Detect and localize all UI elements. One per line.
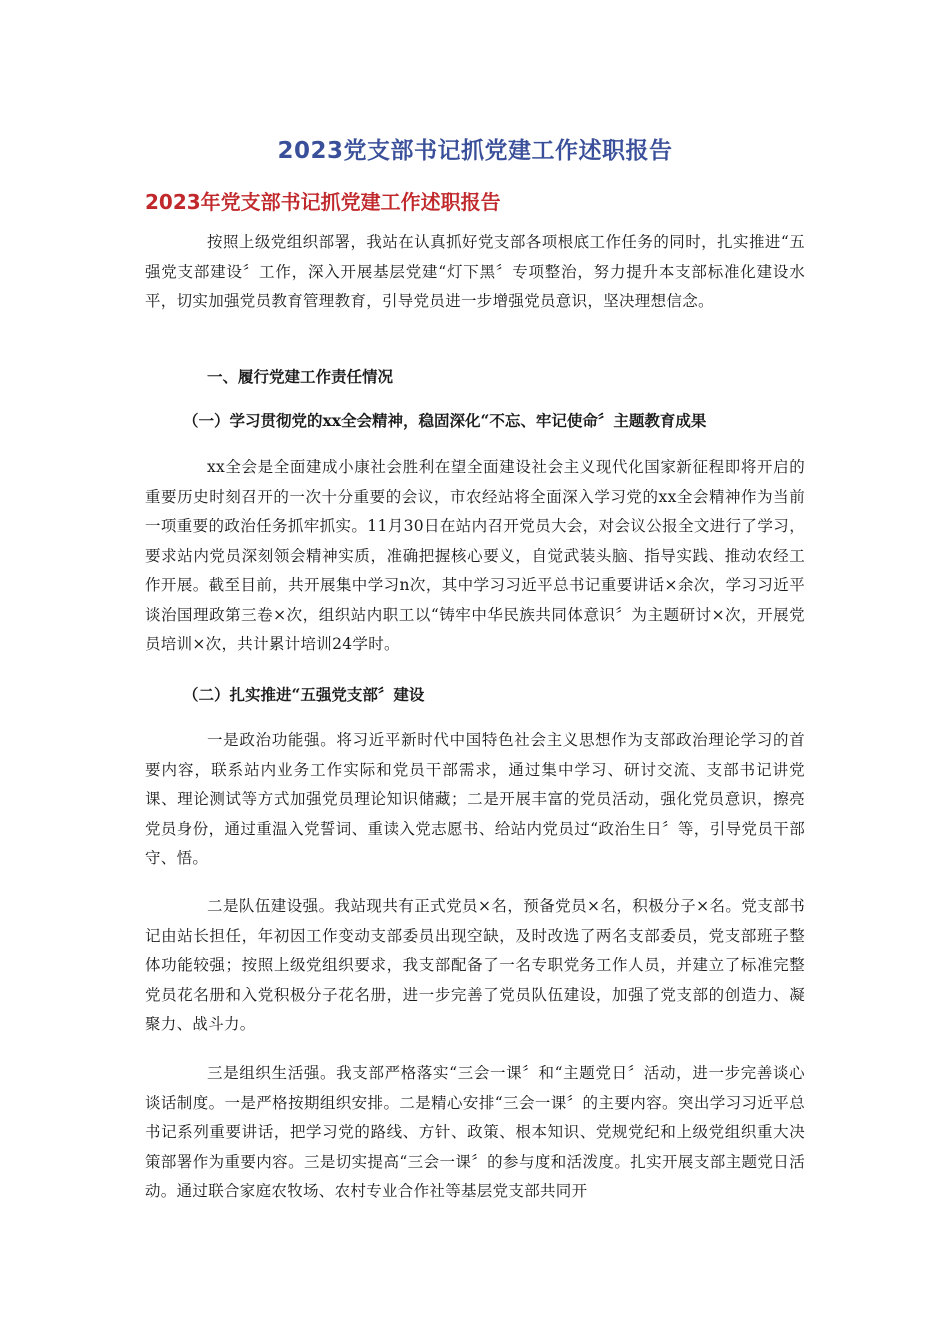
document-title: 2023党支部书记抓党建工作述职报告	[277, 138, 673, 164]
section-heading-1-1: （一）学习贯彻党的xx全会精神，稳固深化“不忘、牢记使命〞主题教育成果	[183, 411, 707, 430]
section-heading-1: 一、履行党建工作责任情况	[207, 367, 394, 386]
section-heading-1-2: （二）扎实推进“五强党支部〞建设	[183, 685, 425, 704]
team-building-paragraph: 二是队伍建设强。我站现共有正式党员×名，预备党员×名，积极分子×名。党支部书记由站长担任，年初因工作变动支部委员出现空缺，及时改选了两名支部委员，党支部班子整体功能较强；按照上级党组织要求，我支部配备了一名专职党务工作人员，并建立了标准完整党员花名册和入党积极分子花名册，进一步完善了党员队伍建设，加强了党支部的创造力、凝聚力、战斗力。	[145, 897, 805, 1033]
organization-life-paragraph: 三是组织生活强。我支部严格落实“三会一课〞和“主题党日〞活动，进一步完善谈心谈话制度。一是严格按期组织安排。二是精心安排“三会一课〞的主要内容。突出学习习近平总书记系列重要讲话，把学习党的路线、方针、政策、根本知识、党规党纪和上级党组织重大决策部署作为重要内容。三是切实提高“三会一课〞的参与度和活泼度。扎实开展支部主题党日活动。通过联合家庭农牧场、农村专业合作社等基层党支部共同开	[145, 1064, 805, 1200]
document-subtitle: 2023年党支部书记抓党建工作述职报告	[145, 190, 501, 214]
intro-paragraph: 按照上级党组织部署，我站在认真抓好党支部各项根底工作任务的同时，扎实推进“五强党支部建设〞工作，深入开展基层党建“灯下黑〞专项整治，努力提升本支部标准化建设水平，切实加强党员教育管理教育，引导党员进一步增强党员意识，坚决理想信念。	[145, 233, 805, 310]
political-function-paragraph: 一是政治功能强。将习近平新时代中国特色社会主义思想作为支部政治理论学习的首要内容，联系站内业务工作实际和党员干部需求，通过集中学习、研讨交流、支部书记讲党课、理论测试等方式加强党员理论知识储藏；二是开展丰富的党员活动，强化党员意识，擦亮党员身份，通过重温入党誓词、重读入党志愿书、给站内党员过“政治生日〞等，引导党员干部守、悟。	[145, 731, 805, 867]
section-1-1-body: xx全会是全面建成小康社会胜利在望全面建设社会主义现代化国家新征程即将开启的重要历史时刻召开的一次十分重要的会议，市农经站将全面深入学习党的xx全会精神作为当前一项重要的政治任务抓牢抓实。11月30日在站内召开党员大会，对会议公报全文进行了学习，要求站内党员深刻领会精神实质，准确把握核心要义，自觉武装头脑、指导实践、推动农经工作开展。截至目前，共开展集中学习n次，其中学习习近平总书记重要讲话×余次，学习习近平谈治国理政第三卷×次，组织站内职工以“铸牢中华民族共同体意识〞为主题研讨×次，开展党员培训×次，共计累计培训24学时。	[145, 458, 805, 653]
